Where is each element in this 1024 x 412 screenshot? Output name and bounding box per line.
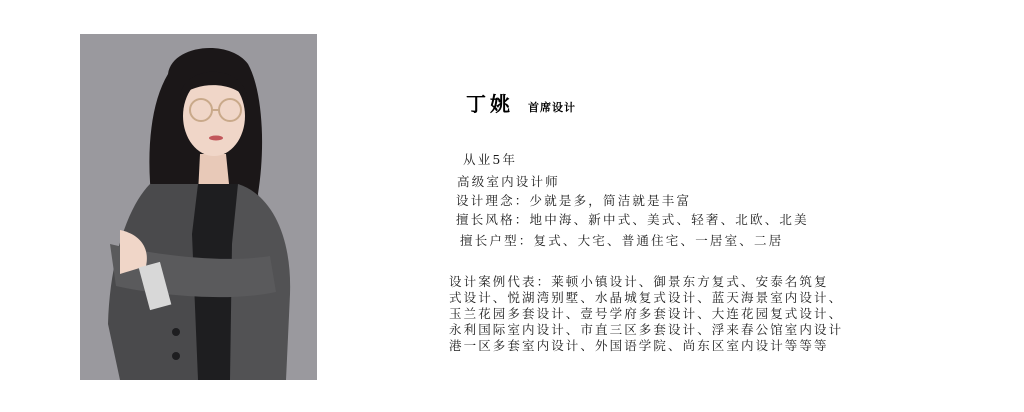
- name-header: [466, 88, 576, 117]
- portrait-illustration: [80, 34, 317, 380]
- case-line: 港一区多套室内设计、外国语学院、尚东区室内设计等等等: [449, 338, 829, 353]
- case-line: 式设计、悦湖湾别墅、水晶城复式设计、蓝天海景室内设计、: [449, 290, 844, 305]
- case-list: [449, 274, 919, 354]
- designer-photo: [80, 34, 317, 380]
- house-types-text: 擅长户型：复式、大宅、普通住宅、一居室、二居: [460, 233, 784, 248]
- case-line: 玉兰花园多套设计、壹号学府多套设计、大连花园复式设计、: [449, 306, 844, 321]
- philosophy-text: 设计理念：少就是多，简洁就是丰富: [456, 193, 692, 208]
- designer-name: 丁姚: [466, 92, 514, 116]
- case-line: 永利国际室内设计、市直三区多套设计、浮来春公馆室内设计: [449, 322, 844, 337]
- level-text: 高级室内设计师: [457, 174, 560, 189]
- styles-text: 擅长风格：地中海、新中式、美式、轻奢、北欧、北美: [456, 212, 809, 227]
- case-line: 设计案例代表：莱顿小镇设计、御景东方复式、安泰名筑复: [449, 274, 829, 289]
- designer-title: 首席设计: [528, 101, 576, 114]
- experience-text: 从业5年: [463, 152, 518, 167]
